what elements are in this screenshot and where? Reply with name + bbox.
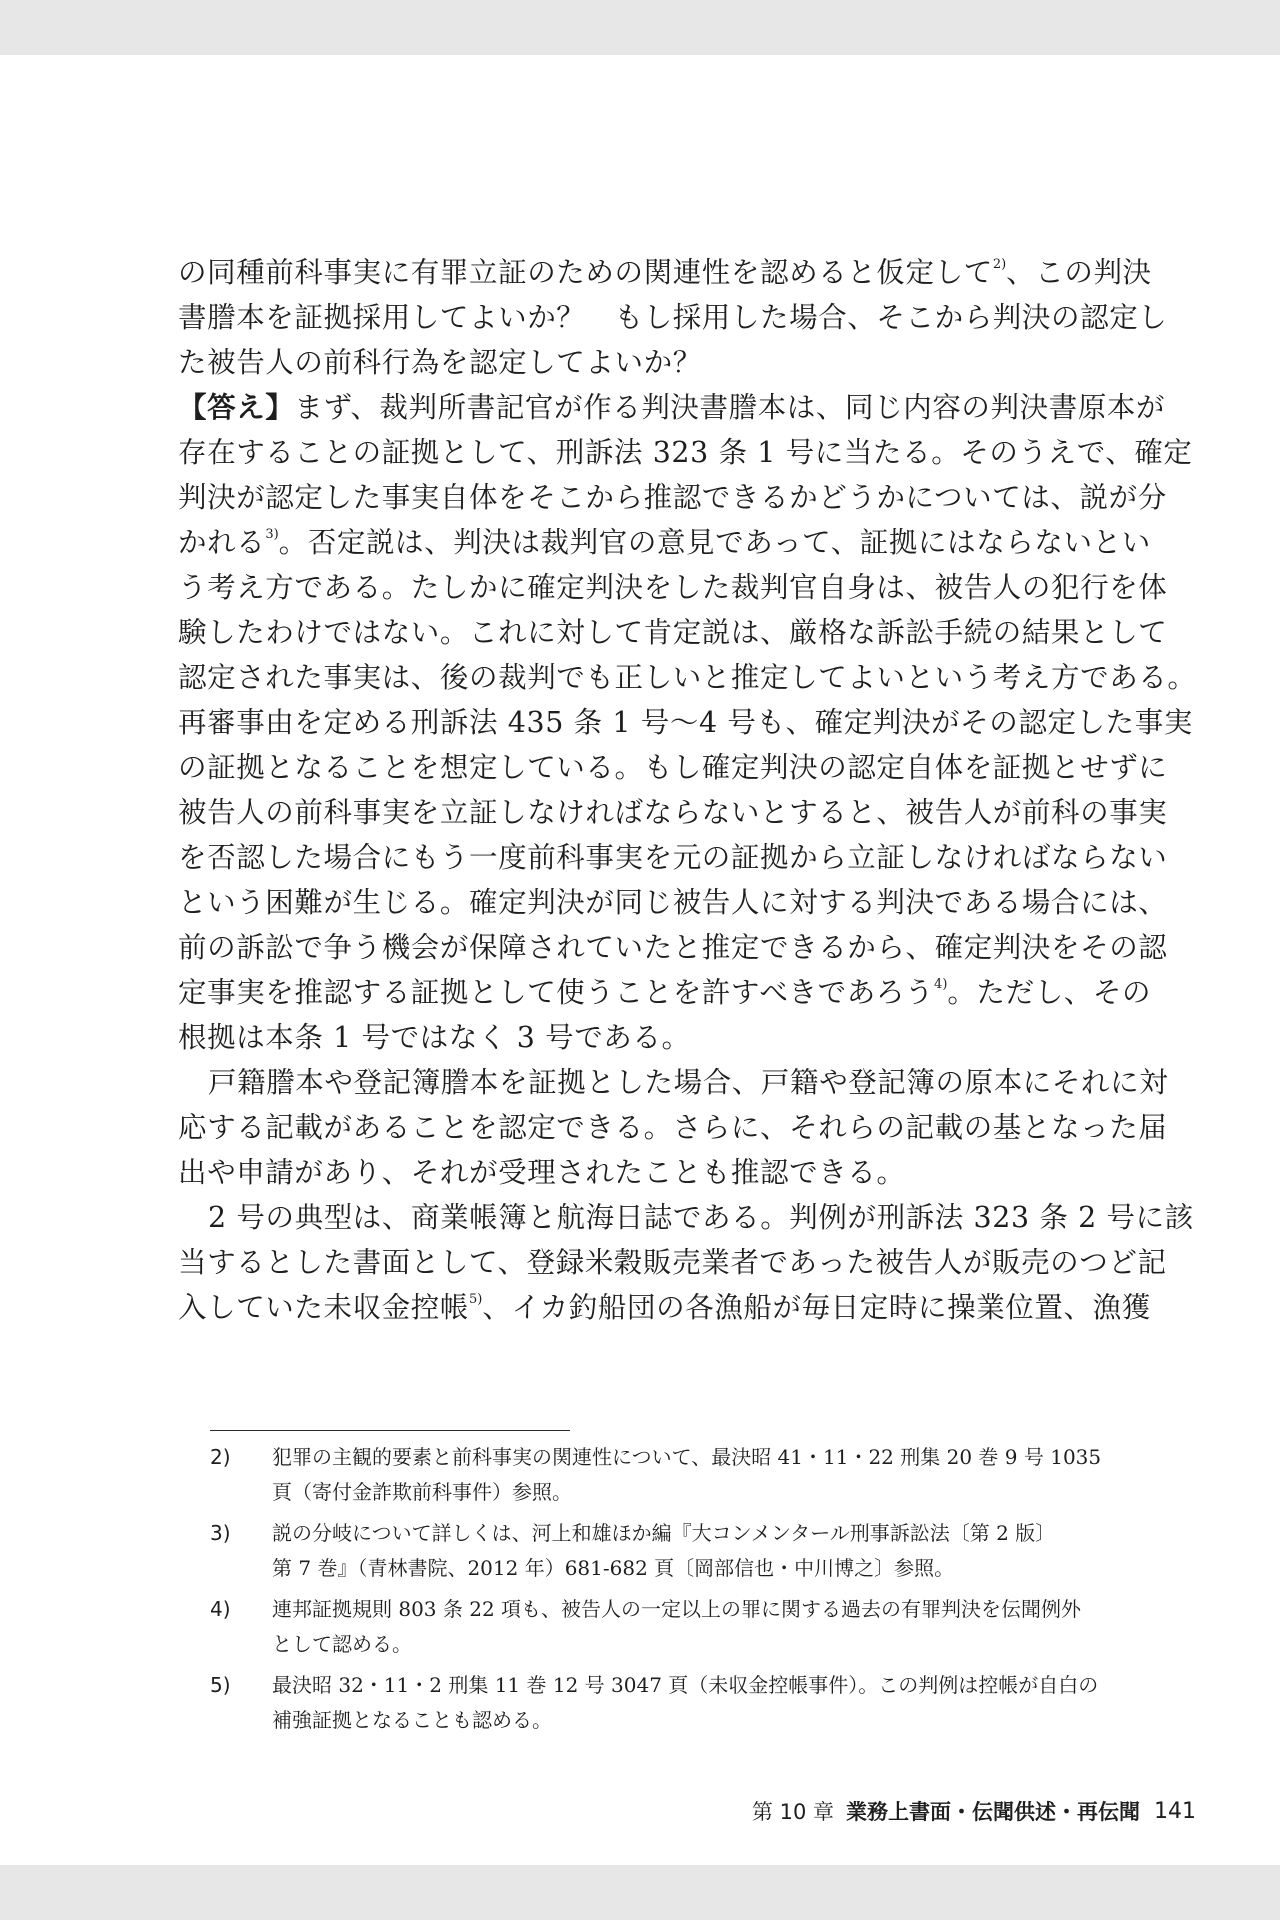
footnote-line: 最決昭 32・11・2 刑集 11 巻 12 号 3047 頁（未収金控帳事件）。この判例は控帳が自白の xyxy=(272,1673,1099,1697)
chapter-label: 第 10 章 xyxy=(751,1800,834,1824)
page-number: 141 xyxy=(1154,1799,1196,1824)
footnote-ref[interactable]: 2) xyxy=(992,257,1007,272)
body-line: 存在することの証拠として、刑訴法 323 条 1 号に当たる。そのうえで、確定 xyxy=(178,436,1193,469)
footnote-ref[interactable]: 5) xyxy=(469,1292,483,1307)
body-line: 【答え】まず、裁判所書記官が作る判決書謄本は、同じ内容の判決書原本が xyxy=(178,391,1166,424)
footnote-line: 犯罪の主観的要素と前科事実の関連性について、最決昭 41・11・22 刑集 20 巻 9 号 1035 xyxy=(272,1445,1102,1469)
body-line: 定事実を推認する証拠として使うことを許すべきであろう$^{4)}$。ただし、その xyxy=(178,976,1152,1009)
body-line: かれる$^{3)}$。否定説は、判決は裁判官の意見であって、証拠にはならないとい xyxy=(178,526,1151,559)
footnote-2 xyxy=(210,1440,1140,1510)
footnote-line: 第 7 巻』（青林書院、2012 年）681-682 頁〔岡部信也・中川博之〕参照。 xyxy=(272,1556,955,1580)
book-page xyxy=(0,55,1280,1865)
footnote-number: 2) xyxy=(210,1445,231,1469)
body-line: 2 号の典型は、商業帳簿と航海日誌である。判例が刑訴法 323 条 2 号に該 xyxy=(208,1201,1194,1234)
body-line: 前の訴訟で争う機会が保障されていたと推定できるから、確定判決をその認 xyxy=(178,931,1168,964)
body-line: 書謄本を証拠採用してよいか？ もし採用した場合、そこから判決の認定し xyxy=(178,301,1168,334)
body-line: た被告人の前科行為を認定してよいか？ xyxy=(178,346,702,379)
footnote-5 xyxy=(210,1668,1140,1738)
body-line: 被告人の前科事実を立証しなければならないとすると、被告人が前科の事実 xyxy=(178,796,1168,829)
body-line: 応する記載があることを認定できる。さらに、それらの記載の基となった届 xyxy=(178,1111,1168,1144)
footnote-number: 4) xyxy=(210,1597,231,1621)
running-footer xyxy=(752,1793,1196,1829)
footnote-divider xyxy=(210,1430,570,1431)
chapter-title: 業務上書面・伝聞供述・再伝聞 xyxy=(846,1800,1140,1824)
body-text xyxy=(178,250,1197,1330)
footnote-line: 頁（寄付金詐欺前科事件）参照。 xyxy=(272,1480,572,1504)
body-line: 入していた未収金控帳$^{5)}$、イカ釣船団の各漁船が毎日定時に操業位置、漁獲 xyxy=(178,1291,1151,1324)
body-line: を否認した場合にもう一度前科事実を元の証拠から立証しなければならない xyxy=(178,841,1168,874)
footnote-3 xyxy=(210,1516,1140,1586)
footnote-ref[interactable]: 4) xyxy=(934,977,948,992)
body-line: の同種前科事実に有罪立証のための関連性を認めると仮定して$^{2)}$、この判決 xyxy=(178,256,1152,289)
body-line: という困難が生じる。確定判決が同じ被告人に対する判決である場合には、 xyxy=(178,886,1168,919)
body-line: の証拠となることを想定している。もし確定判決の認定自体を証拠とせずに xyxy=(178,751,1168,784)
footnote-ref[interactable]: 3) xyxy=(265,527,279,542)
body-line: 根拠は本条 1 号ではなく 3 号である。 xyxy=(178,1021,691,1054)
body-line: う考え方である。たしかに確定判決をした裁判官自身は、被告人の犯行を体 xyxy=(178,571,1168,604)
body-line: 戸籍謄本や登記簿謄本を証拠とした場合、戸籍や登記簿の原本にそれに対 xyxy=(208,1066,1169,1099)
footnote-line: 連邦証拠規則 803 条 22 項も、被告人の一定以上の罪に関する過去の有罪判決を伝聞例外 xyxy=(272,1597,1082,1621)
footnote-line: として認める。 xyxy=(272,1632,412,1656)
footnote-number: 5) xyxy=(210,1673,231,1697)
body-line: 認定された事実は、後の裁判でも正しいと推定してよいという考え方である。 xyxy=(178,661,1197,694)
body-line: 当するとした書面として、登録米穀販売業者であった被告人が販売のつど記 xyxy=(178,1246,1167,1279)
body-line: 再審事由を定める刑訴法 435 条 1 号〜4 号も、確定判決がその認定した事実 xyxy=(178,706,1193,739)
body-line: 験したわけではない。これに対して肯定説は、厳格な訴訟手続の結果として xyxy=(178,616,1168,649)
footnote-number: 3) xyxy=(210,1521,231,1545)
footnote-line: 補強証拠となることも認める。 xyxy=(272,1708,552,1732)
footnotes xyxy=(210,1440,1140,1744)
footnote-4 xyxy=(210,1592,1140,1662)
body-line: 出や申請があり、それが受理されたことも推認できる。 xyxy=(178,1156,906,1189)
body-line: 判決が認定した事実自体をそこから推認できるかどうかについては、説が分 xyxy=(178,481,1167,514)
footnote-line: 説の分岐について詳しくは、河上和雄ほか編『大コンメンタール刑事訴訟法〔第 2 版〕 xyxy=(272,1521,1056,1545)
answer-label: 【答え】 xyxy=(178,391,295,424)
